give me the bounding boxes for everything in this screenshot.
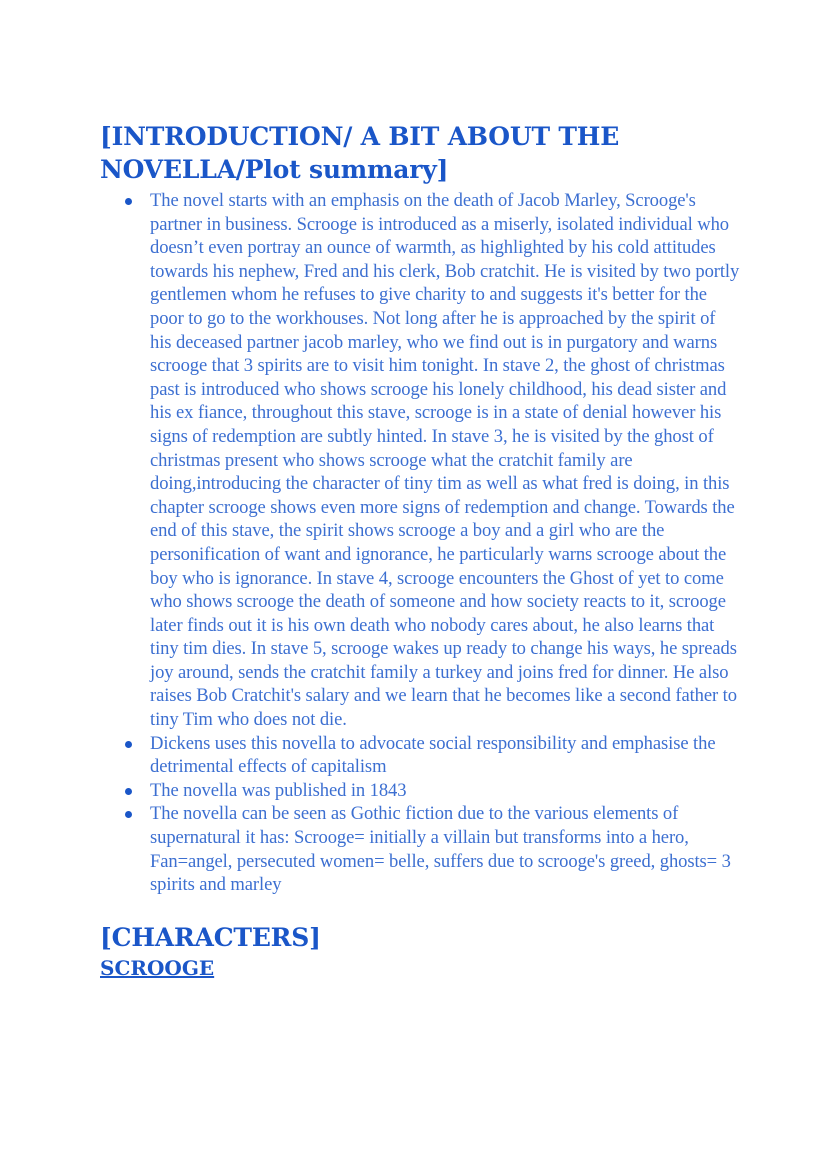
- bullet-icon: [125, 198, 132, 205]
- bullet-icon: [125, 811, 132, 818]
- bullet-icon: [125, 741, 132, 748]
- list-item-text: Dickens uses this novella to advocate social responsibility and emphasise the detrimental effects of capitalism: [150, 732, 716, 778]
- list-item: [100, 802, 740, 896]
- section-heading-characters: [CHARACTERS]: [100, 922, 321, 952]
- list-item: [100, 732, 740, 779]
- list-item-text: The novella can be seen as Gothic fiction due to the various elements of supernatural it has: Scrooge= initially a villain but transforms into a hero, Fan=angel, persecuted women= belle, suffers due to scrooge's greed, ghosts= 3 spirits and marley: [150, 803, 731, 896]
- list-item-text: The novel starts with an emphasis on the death of Jacob Marley, Scrooge's partner in business. Scrooge is introduced as a miserly, isolated individual who doesn’t even portray an ounce of warmth, as highlighted by his cold attitudes towards his nephew, Fred and his clerk, Bob cratchit. He is visited by two portly gentlemen whom he refuses to give charity to and suggests it's better for the poor to go to the workhouses. Not long after he is approached by the spirit of his deceased partner jacob marley, who we find out is in purgatory and warns scrooge that 3 spirits are to visit him tonight. In stave 2, the ghost of christmas past is introduced who shows scrooge his lonely childhood, his dead sister and his ex fiance, throughout this stave, scrooge is in a state of denial however his signs of redemption are subtly hinted. In stave 3, he is visited by the ghost of christmas present who shows scrooge what the cratchit family are doing,introducing the character of tiny tim as well as what fred is doing, in this chapter scrooge shows even more signs of redemption and change. Towards the end of this stave, the spirit shows scrooge a boy and a girl who are the personification of want and ignorance, he particularly warns scrooge about the boy who is ignorance. In stave 4, scrooge encounters the Ghost of yet to come who shows scrooge the death of someone and how society reacts to it, scrooge later finds out it is his own death who nobody cares about, he also learns that tiny tim dies. In stave 5, scrooge wakes up ready to change his ways, he spreads joy around, sends the cratchit family a turkey and joins fred for dinner. He also raises Bob Cratchit's salary and we learn that he becomes like a second father to tiny Tim who does not die.: [150, 190, 740, 731]
- document-page: [100, 120, 740, 982]
- section-heading-introduction: [INTRODUCTION/ A BIT ABOUT THE NOVELLA/Plot summary]: [100, 122, 620, 184]
- subheading-scrooge: SCROOGE: [100, 955, 215, 980]
- plot-summary-list: [100, 189, 740, 897]
- list-item: [100, 779, 740, 803]
- bullet-icon: [125, 788, 132, 795]
- list-item: [100, 189, 740, 732]
- list-item-text: The novella was published in 1843: [150, 779, 407, 801]
